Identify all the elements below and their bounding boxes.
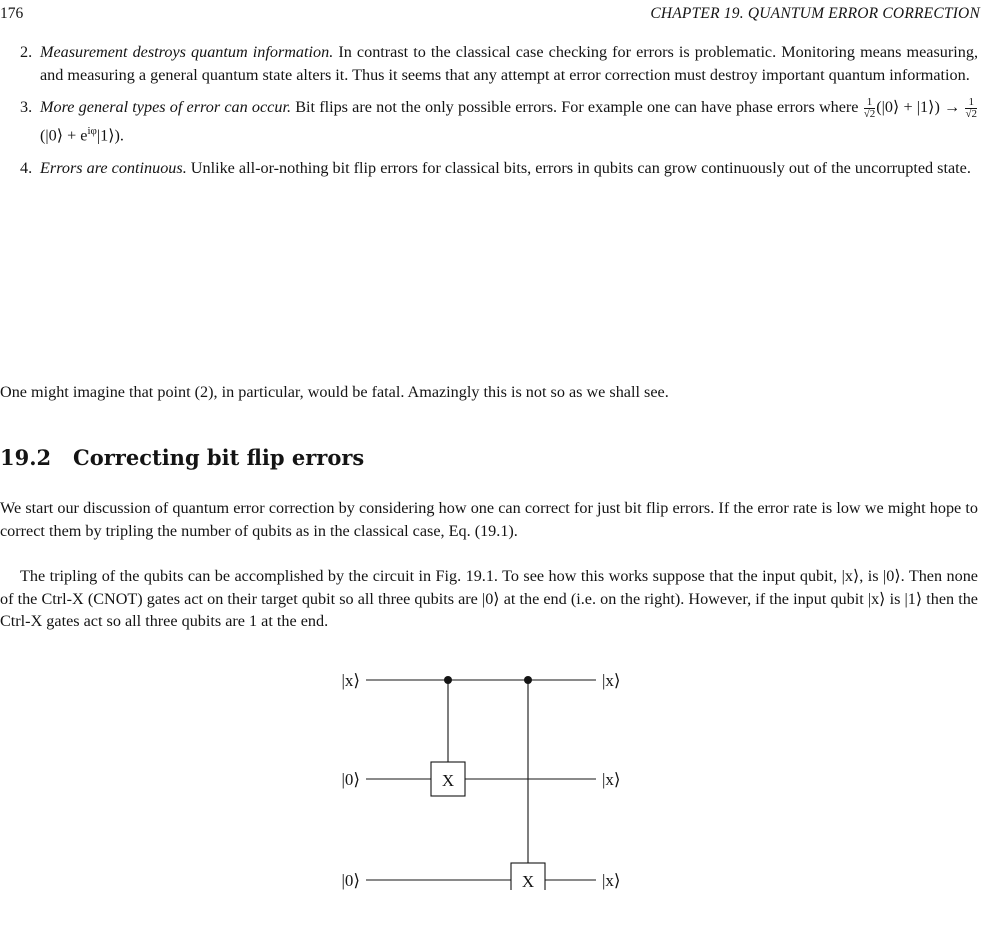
paragraph: We start our discussion of quantum error correction by considering how one can correct for just bit flip errors. If the error rate is low we might hope to correct them by tripling the number of qubits as in the classical case, Eq. (19.1). <box>0 499 978 540</box>
section-title: Correcting bit flip errors <box>73 445 365 470</box>
output-ket-label: |x⟩ <box>602 871 621 890</box>
output-ket-label: |x⟩ <box>602 671 621 690</box>
math-expression: |1⟩). <box>96 126 124 145</box>
section-heading <box>0 445 364 470</box>
input-ket-label: |0⟩ <box>341 871 360 890</box>
list-item-number: 4. <box>20 158 33 177</box>
numbered-list <box>0 41 978 189</box>
list-item-title: Measurement destroys quantum information. <box>40 43 334 61</box>
fraction-numerator: 1 <box>965 97 977 109</box>
math-superscript: iφ <box>87 124 97 137</box>
list-item-title: Errors are continuous. <box>40 158 187 177</box>
fraction <box>965 97 977 120</box>
chapter-title: CHAPTER 19. QUANTUM ERROR CORRECTION <box>650 5 980 22</box>
math-expression: (|0⟩ + |1⟩) → <box>876 98 965 116</box>
quantum-circuit-figure <box>318 668 678 890</box>
control-dot <box>524 676 532 684</box>
list-item <box>0 41 978 86</box>
x-gate-label: X <box>521 872 535 890</box>
list-item-title: More general types of error can occur. <box>40 98 292 116</box>
list-item <box>0 157 978 180</box>
output-ket-label: |x⟩ <box>602 770 621 789</box>
fraction-numerator: 1 <box>864 97 876 109</box>
section-number: 19.2 <box>0 445 52 470</box>
x-gate-label: X <box>441 771 455 790</box>
list-item-text: Bit flips are not the only possible errors. For example one can have phase errors where <box>291 98 863 116</box>
control-dot <box>444 676 452 684</box>
list-item-number: 3. <box>20 98 33 116</box>
input-ket-label: |x⟩ <box>341 671 360 690</box>
list-item-number: 2. <box>20 43 33 61</box>
paragraph: The tripling of the qubits can be accomplished by the circuit in Fig. 19.1. To see how this works suppose that the input qubit, |x⟩, is |0⟩. Then none of the Ctrl-X (CNOT) gates act on their target qubit so all three qubits are |0⟩ at the end (i.e. on the right). However, if the input qubit |x⟩ is |1⟩ then the Ctrl-X gates act so all three qubits are 1 at the end. <box>0 567 978 630</box>
fraction <box>864 97 876 120</box>
page-number: 176 <box>0 5 24 22</box>
fraction-denominator: √2 <box>863 107 876 120</box>
input-ket-label: |0⟩ <box>341 770 360 789</box>
fraction-denominator: √2 <box>965 107 977 120</box>
list-item <box>0 96 978 147</box>
paragraph: One might imagine that point (2), in particular, would be fatal. Amazingly this is not so as we shall see. <box>0 383 669 401</box>
circuit-diagram <box>318 668 678 890</box>
running-header <box>0 5 980 29</box>
list-item-text: Unlike all-or-nothing bit flip errors for classical bits, errors in qubits can grow continuously out of the uncorrupted state. <box>186 158 971 177</box>
list-item-text: In contrast to the classical case checking for errors is problematic. Monitoring means measuring, and measuring a general quantum state alters it. Thus it seems that any attempt at error correction must destroy important quantum information. <box>40 43 978 84</box>
math-expression: (|0⟩ + e <box>40 126 88 145</box>
